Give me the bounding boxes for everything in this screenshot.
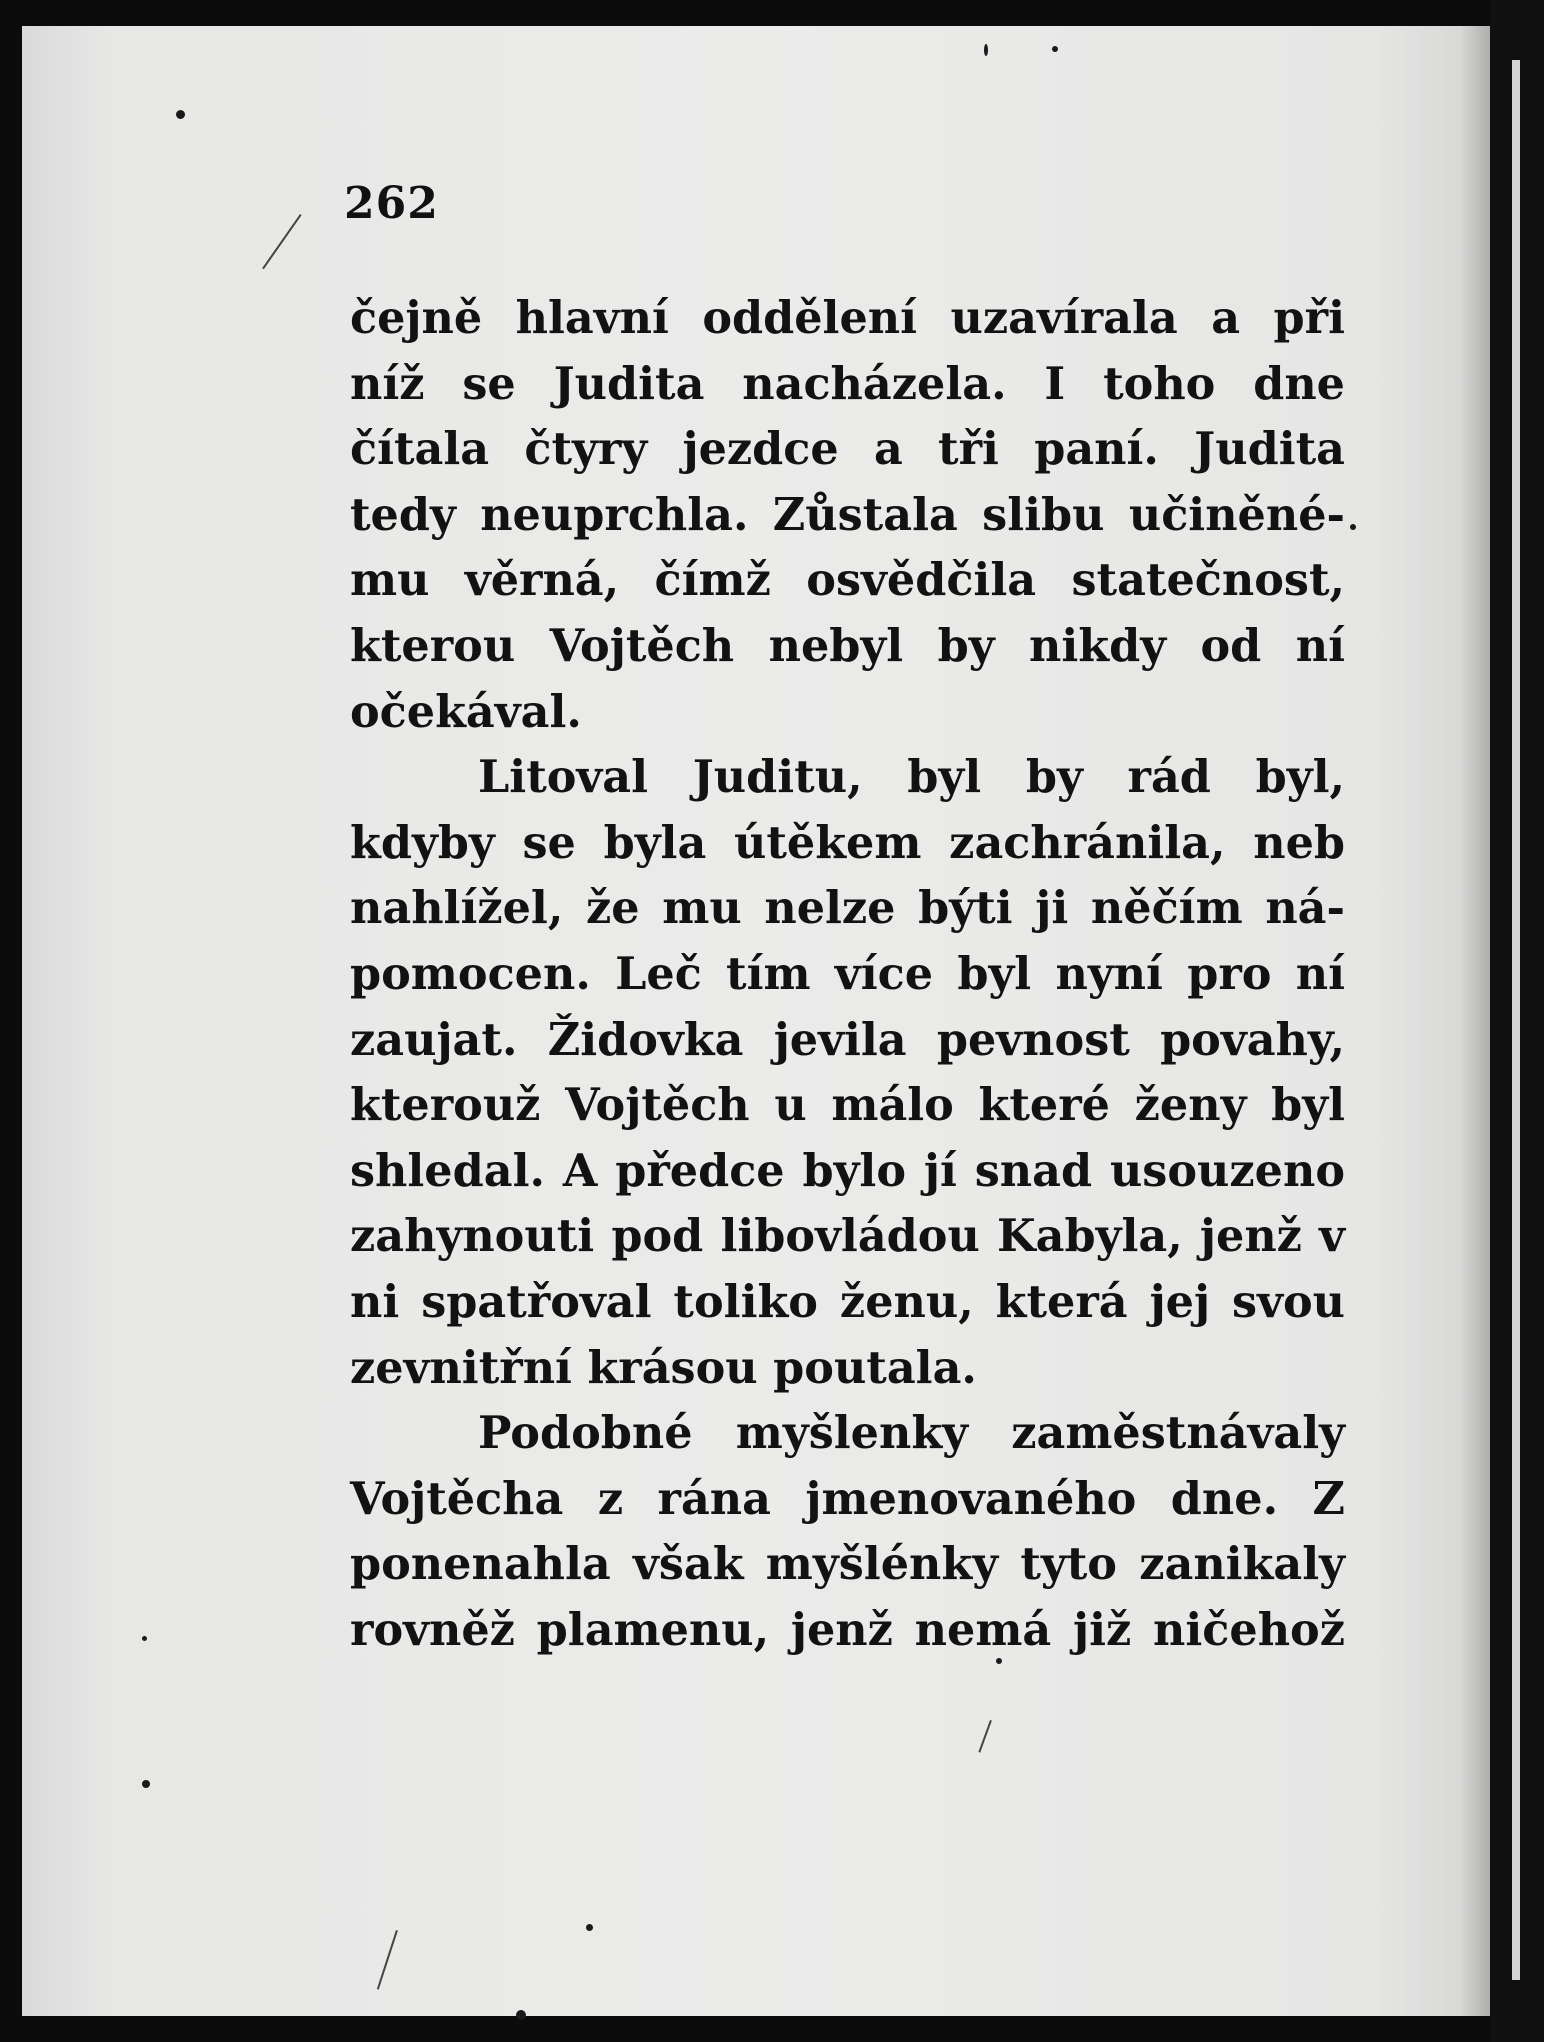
dust-speck	[142, 1780, 150, 1788]
text-line: kterou Vojtěch nebyl by nikdy od ní	[350, 619, 1345, 672]
dust-speck	[586, 1924, 593, 1931]
text-line: rovněž plamenu, jenž nemá již ničehož	[350, 1603, 1345, 1656]
text-line: zahynouti pod libovládou Kabyla, jenž v	[350, 1210, 1345, 1263]
text-line: shledal. A předce bylo jí snad usouzeno	[350, 1144, 1345, 1197]
page-edge-shadow	[1460, 26, 1490, 2016]
dust-speck	[984, 44, 988, 56]
text-line: níž se Judita nacházela. I toho dne	[350, 357, 1345, 410]
paragraph-first-line: Podobné myšlenky zaměstnávaly	[478, 1407, 1345, 1460]
dust-speck	[516, 2010, 526, 2020]
text-line: Vojtěcha z rána jmenovaného dne. Z	[350, 1472, 1345, 1525]
dust-speck	[1350, 524, 1356, 530]
text-line: nahlížel, že mu nelze býti ji něčím ná-	[350, 882, 1345, 935]
text-line: zevnitřní krásou poutala.	[350, 1341, 977, 1394]
text-line: očekával.	[350, 685, 582, 738]
dust-speck	[1052, 46, 1058, 52]
text-line: tedy neuprchla. Zůstala slibu učiněné-	[350, 488, 1345, 541]
binding-edge	[1490, 0, 1544, 2042]
dust-speck	[176, 110, 185, 119]
text-line: kdyby se byla útěkem zachránila, neb	[350, 816, 1345, 869]
dust-speck	[996, 1658, 1002, 1664]
text-line: zaujat. Židovka jevila pevnost povahy,	[350, 1013, 1345, 1066]
adjacent-page-edge	[1512, 60, 1520, 1980]
text-line: ponenahla však myšlénky tyto zanikaly	[350, 1538, 1345, 1591]
text-line: čejně hlavní oddělení uzavírala a při	[350, 292, 1345, 344]
paragraph-first-line: Litoval Juditu, byl by rád byl,	[478, 751, 1345, 804]
dust-speck	[142, 1636, 147, 1641]
text-line: ni spatřoval toliko ženu, která jej svou	[350, 1275, 1345, 1328]
text-line: mu věrná, čímž osvědčila statečnost,	[350, 554, 1345, 607]
page-number: 262	[344, 178, 439, 229]
text-line: čítala čtyry jezdce a tři paní. Judita	[350, 423, 1345, 476]
body-text	[350, 286, 1345, 1663]
text-line: pomocen. Leč tím více byl nyní pro ní	[350, 947, 1345, 1000]
text-line: kterouž Vojtěch u málo které ženy byl	[350, 1079, 1345, 1132]
